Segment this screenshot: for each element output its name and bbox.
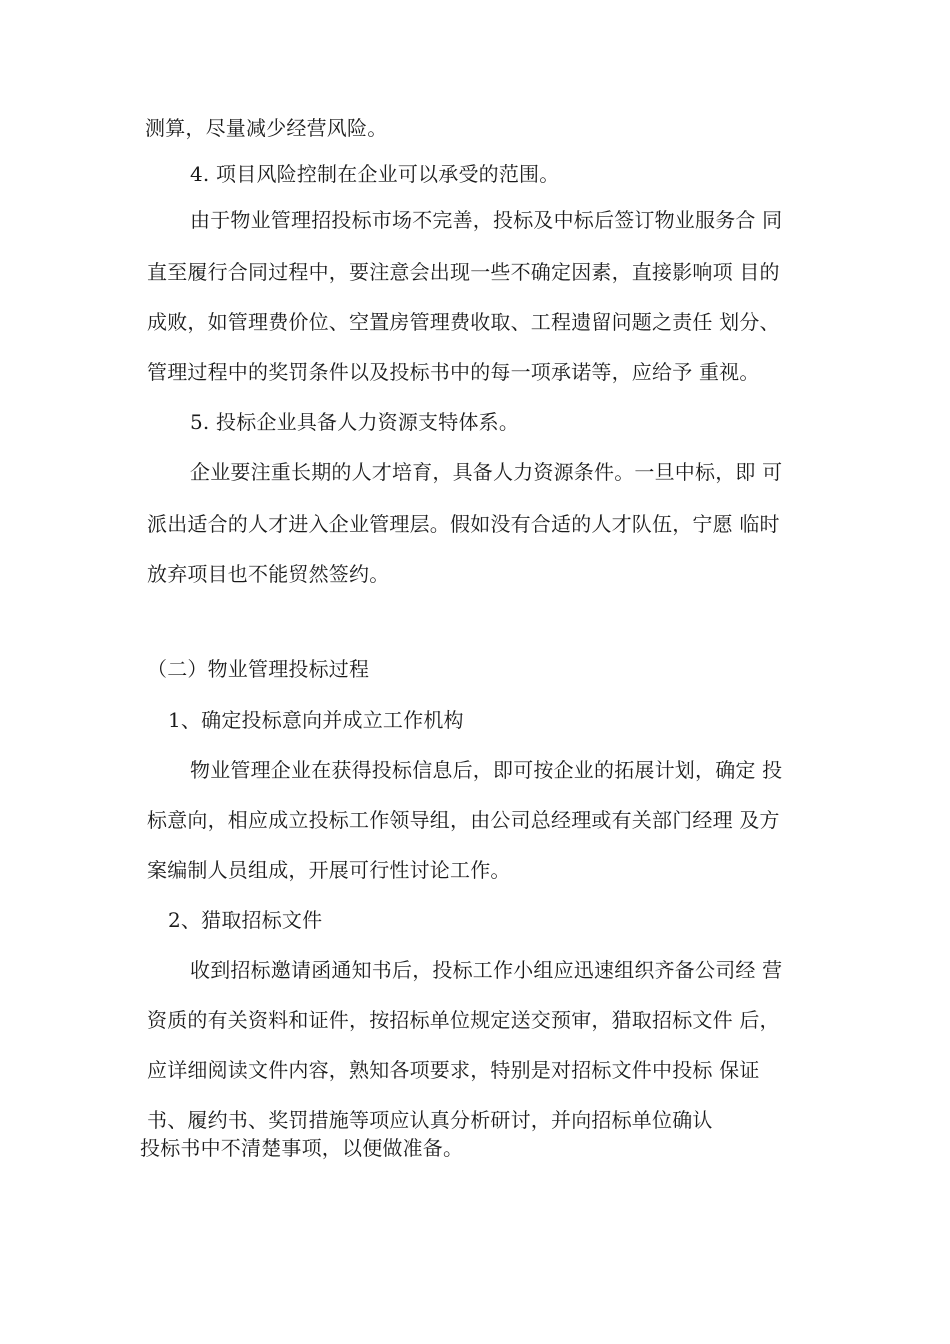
paragraph-line: 书、履约书、奖罚措施等项应认真分析研讨，并向招标单位确认: [147, 1108, 713, 1132]
paragraph-line: 投标书中不清楚事项，以便做准备。: [140, 1136, 464, 1160]
paragraph-line: 标意向，相应成立投标工作领导组，由公司总经理或有关部门经理 及方: [147, 808, 780, 832]
paragraph-line: 收到招标邀请函通知书后，投标工作小组应迅速组织齐备公司经 营: [190, 958, 783, 982]
paragraph-line: 测算，尽量减少经营风险。: [145, 116, 388, 140]
paragraph-line: 放弃项目也不能贸然签约。: [147, 562, 390, 586]
subsection-heading: 2、猎取招标文件: [168, 908, 323, 932]
paragraph-line: 派出适合的人才进入企业管理层。假如没有合适的人才队伍，宁愿 临时: [147, 512, 780, 536]
paragraph-line: 成败，如管理费价位、空置房管理费收取、工程遗留问题之责任 划分、: [147, 310, 780, 334]
subsection-heading: 1、确定投标意向并成立工作机构: [168, 708, 464, 732]
paragraph-line: 应详细阅读文件内容，熟知各项要求，特别是对招标文件中投标 保证: [147, 1058, 760, 1082]
paragraph-line: 管理过程中的奖罚条件以及投标书中的每一项承诺等，应给予 重视。: [147, 360, 760, 384]
paragraph-line: 物业管理企业在获得投标信息后，即可按企业的拓展计划，确定 投: [190, 758, 783, 782]
paragraph-line: 直至履行合同过程中，要注意会出现一些不确定因素，直接影响项 目的: [147, 260, 780, 284]
list-item-5: 5. 投标企业具备人力资源支特体系。: [190, 410, 520, 434]
list-item-4: 4. 项目风险控制在企业可以承受的范围。: [190, 162, 560, 186]
paragraph-line: 资质的有关资料和证件，按招标单位规定送交预审，猎取招标文件 后，: [147, 1008, 780, 1032]
section-heading: （二）物业管理投标过程: [147, 657, 370, 681]
paragraph-line: 由于物业管理招投标市场不完善，投标及中标后签订物业服务合 同: [190, 208, 783, 232]
paragraph-line: 企业要注重长期的人才培育，具备人力资源条件。一旦中标，即 可: [190, 460, 783, 484]
paragraph-line: 案编制人员组成，开展可行性讨论工作。: [147, 858, 511, 882]
